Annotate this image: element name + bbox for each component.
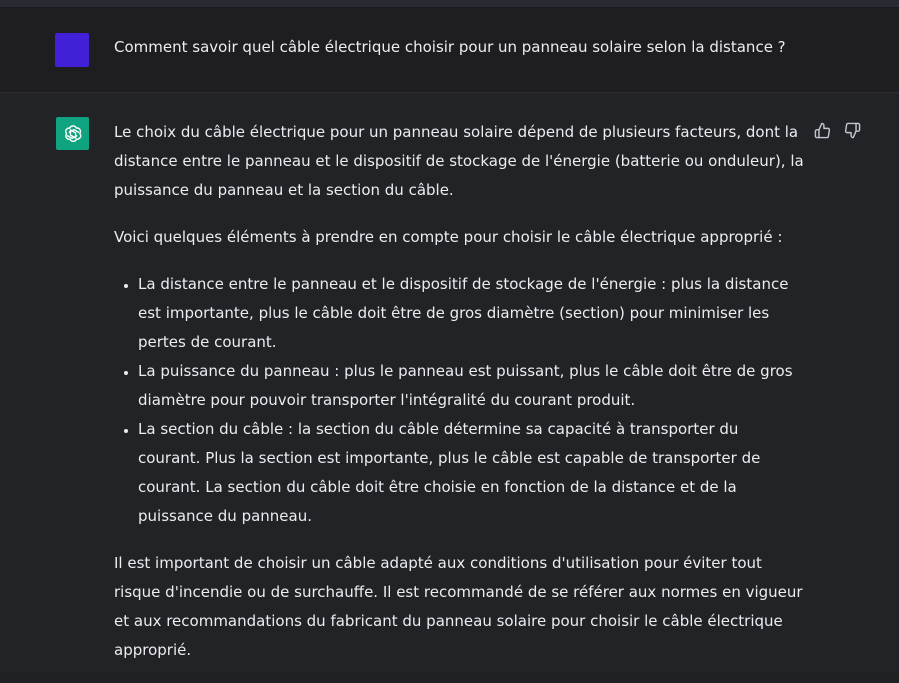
thumbs-down-icon	[844, 122, 861, 139]
assistant-avatar	[56, 117, 89, 150]
assistant-message-row	[0, 93, 899, 672]
top-bar	[0, 0, 899, 8]
assistant-message-content	[114, 118, 804, 683]
list-item: • La puissance du panneau : plus le panneau est puissant, plus le câble doit être de gros diamètre pour pouvoir transporter l'intégralité du courant produit.	[138, 357, 804, 415]
user-message-row	[0, 8, 899, 93]
thumbs-up-button[interactable]	[813, 121, 831, 139]
assistant-paragraph-2: Voici quelques éléments à prendre en compte pour choisir le câble électrique approprié :	[114, 228, 783, 246]
assistant-paragraph-1: Le choix du câble électrique pour un panneau solaire dépend de plusieurs facteurs, dont la distance entre le panneau et le dispositif de stockage de l'énergie (batterie ou onduleur), la puissance du panneau et la section du câble.	[114, 123, 804, 199]
list-item: • La distance entre le panneau et le dispositif de stockage de l'énergie : plus la distance est importante, plus le câble doit être de gros diamètre (section) pour minimiser les pertes de courant.	[138, 270, 804, 357]
openai-logo-icon	[62, 123, 84, 145]
feedback-buttons	[813, 121, 861, 139]
thumbs-up-icon	[814, 122, 831, 139]
list-item: • La section du câble : la section du câble détermine sa capacité à transporter du courant. Plus la section est importante, plus le câble est capable de transporter de courant. La section du câble doit être choisie en fonction de la distance et de la puissance du panneau.	[138, 415, 804, 531]
assistant-closing-paragraph: Il est important de choisir un câble adapté aux conditions d'utilisation pour éviter tout risque d'incendie ou de surchauffe. Il est recommandé de se référer aux normes en vigueur et aux recommandations du fabricant du panneau solaire pour choisir le câble électrique approprié.	[114, 554, 803, 659]
user-message-text: Comment savoir quel câble électrique choisir pour un panneau solaire selon la distance ?	[114, 38, 786, 56]
assistant-bullet-list	[114, 270, 804, 531]
thumbs-down-button[interactable]	[843, 121, 861, 139]
user-avatar	[55, 33, 89, 67]
